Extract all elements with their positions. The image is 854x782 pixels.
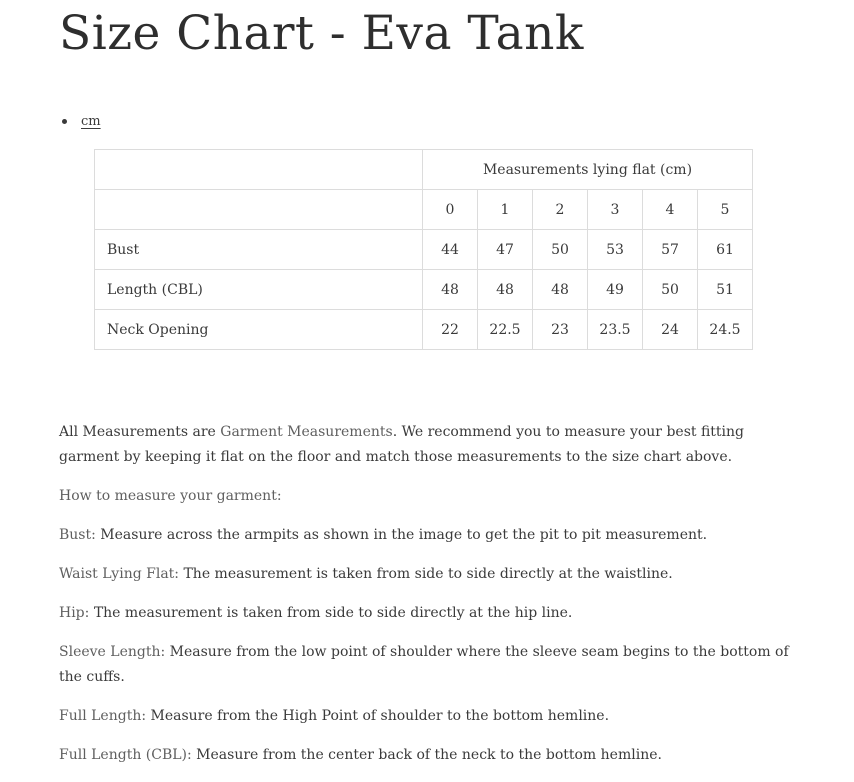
how-to-heading: How to measure your garment: xyxy=(59,488,282,504)
table-corner-cell xyxy=(95,150,423,190)
definition-bust xyxy=(59,523,799,548)
row-label: Bust xyxy=(95,230,423,270)
page-title: Size Chart - Eva Tank xyxy=(59,6,584,61)
table-cell: 44 xyxy=(423,230,478,270)
definition-text: The measurement is taken from side to side directly at the hip line. xyxy=(89,605,573,621)
table-cell: 50 xyxy=(643,270,698,310)
measurement-guide xyxy=(59,420,799,782)
table-cell: 23.5 xyxy=(588,310,643,350)
table-cell: 61 xyxy=(698,230,753,270)
table-cell: 24.5 xyxy=(698,310,753,350)
table-row xyxy=(95,230,753,270)
table-group-header-row xyxy=(95,150,753,190)
table-cell: 22 xyxy=(423,310,478,350)
definition-term: Hip: xyxy=(59,605,90,621)
table-cell: 22.5 xyxy=(478,310,533,350)
table-cell: 49 xyxy=(588,270,643,310)
intro-paragraph xyxy=(59,420,799,470)
intro-term: Garment Measurements xyxy=(220,424,393,440)
row-label: Length (CBL) xyxy=(95,270,423,310)
table-cell: 51 xyxy=(698,270,753,310)
definition-term: Waist Lying Flat: xyxy=(59,566,180,582)
row-label: Neck Opening xyxy=(95,310,423,350)
table-cell: 47 xyxy=(478,230,533,270)
table-corner-cell xyxy=(95,190,423,230)
table-size-header-row xyxy=(95,190,753,230)
table-cell: 23 xyxy=(533,310,588,350)
definition-text: Measure from the High Point of shoulder to the bottom hemline. xyxy=(146,708,610,724)
size-header: 3 xyxy=(588,190,643,230)
unit-tab-item xyxy=(59,114,101,129)
definition-full-length xyxy=(59,704,799,729)
definition-waist xyxy=(59,562,799,587)
size-chart-table xyxy=(94,149,753,350)
definition-term: Full Length (CBL): xyxy=(59,747,192,763)
size-header: 5 xyxy=(698,190,753,230)
table-cell: 50 xyxy=(533,230,588,270)
definition-term: Sleeve Length: xyxy=(59,644,166,660)
definition-full-length-cbl xyxy=(59,743,799,768)
definition-text: The measurement is taken from side to side directly at the waistline. xyxy=(179,566,673,582)
table-cell: 53 xyxy=(588,230,643,270)
table-row xyxy=(95,310,753,350)
table-cell: 48 xyxy=(533,270,588,310)
definition-term: Bust: xyxy=(59,527,96,543)
definition-text: Measure from the center back of the neck to the bottom hemline. xyxy=(191,747,662,763)
table-cell: 57 xyxy=(643,230,698,270)
table-cell: 48 xyxy=(423,270,478,310)
unit-tabs xyxy=(59,114,101,129)
unit-tab-cm[interactable]: cm xyxy=(81,114,101,129)
size-header: 2 xyxy=(533,190,588,230)
bullet-icon xyxy=(62,119,67,124)
definition-text: Measure from the low point of shoulder where the sleeve seam begins to the bottom of the cuffs. xyxy=(59,644,789,685)
definition-hip xyxy=(59,601,799,626)
intro-suffix: . We recommend you to measure your best fitting garment by keeping it flat on the floor and match those measurements to the size chart above. xyxy=(59,424,744,465)
definition-text: Measure across the armpits as shown in the image to get the pit to pit measurement. xyxy=(95,527,708,543)
definition-term: Full Length: xyxy=(59,708,147,724)
size-header: 4 xyxy=(643,190,698,230)
intro-prefix: All Measurements are xyxy=(59,424,221,440)
size-header: 1 xyxy=(478,190,533,230)
measurements-group-header: Measurements lying flat (cm) xyxy=(423,150,753,190)
table-cell: 24 xyxy=(643,310,698,350)
size-header: 0 xyxy=(423,190,478,230)
definition-sleeve-length xyxy=(59,640,799,690)
table-row xyxy=(95,270,753,310)
table-cell: 48 xyxy=(478,270,533,310)
